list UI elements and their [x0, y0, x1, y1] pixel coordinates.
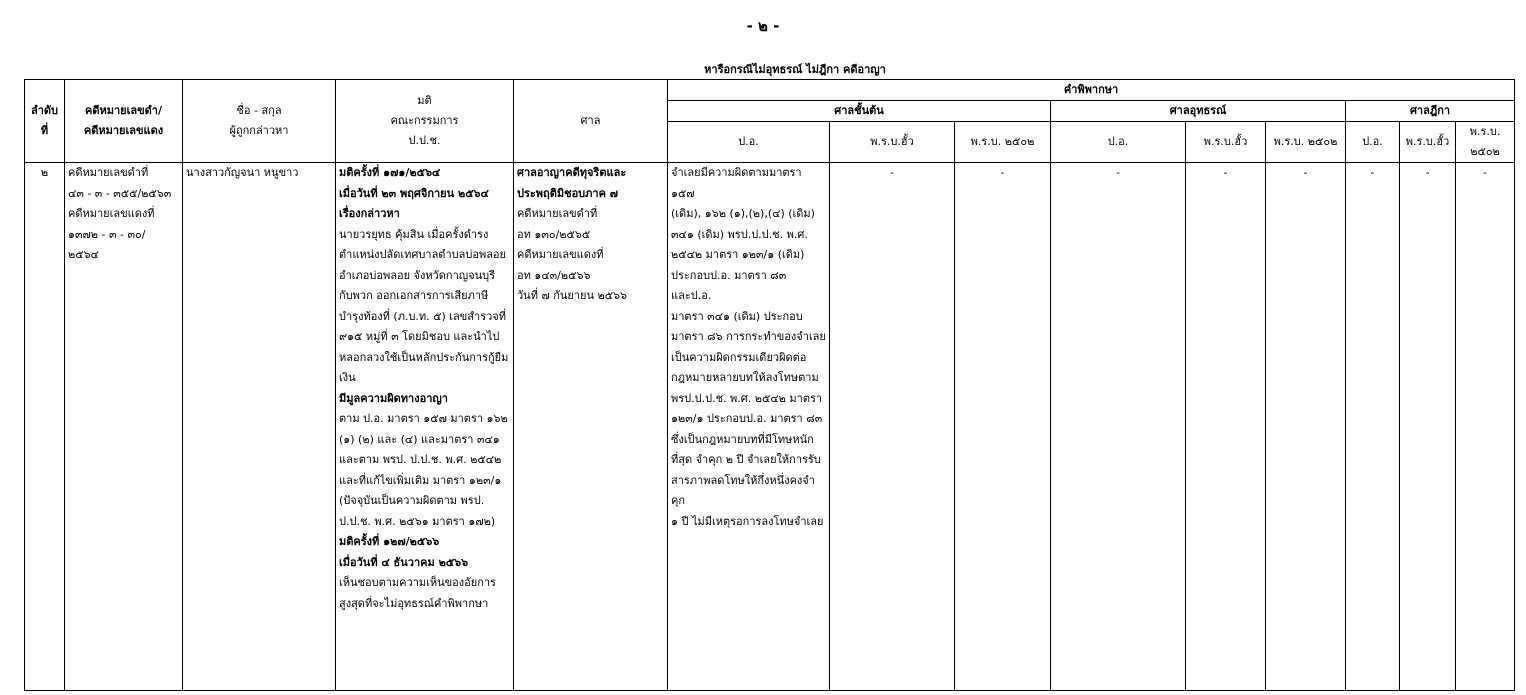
court-line: คดีหมายเลขดำที่ — [517, 207, 598, 220]
header-name: ชื่อ - สกุล ผู้ถูกกล่าวหา — [183, 80, 336, 163]
judgment-line: มาตรา ๘๖ การกระทำของจำเลย — [671, 330, 826, 343]
cell-case-numbers — [65, 163, 183, 691]
court-line: ประพฤติมิชอบภาค ๗ — [517, 186, 619, 200]
court-line: อท ๑๓๐/๒๕๖๕ — [517, 227, 591, 241]
case-number-line: ๒๕๖๔ — [68, 248, 99, 261]
case-number-line: คดีหมายเลขดำที่ — [68, 166, 149, 179]
cell-supreme-act-2502: - — [1456, 163, 1515, 691]
header-first-act-old: พ.ร.บ.ฮั้ว — [830, 122, 955, 163]
resolution-line: ป.ป.ช. พ.ศ. ๒๕๖๑ มาตรา ๑๗๒) — [339, 514, 496, 528]
resolution-line: ตาม ป.อ. มาตรา ๑๕๗ มาตรา ๑๖๒ — [339, 412, 508, 425]
judgment-line: สารภาพลดโทษให้กึ่งหนึ่งคงจำคุก — [671, 473, 815, 507]
header-supreme-act-2502: พ.ร.บ. ๒๕๐๒ — [1456, 122, 1515, 163]
resolution-line: อำเภอบ่อพลอย จังหวัดกาญจนบุรี — [339, 268, 495, 282]
resolution-line: (๑) (๒) และ (๔) และมาตรา ๓๔๑ — [339, 432, 500, 446]
header-supreme-act-old: พ.ร.บ.ฮั้ว — [1400, 122, 1456, 163]
header-first-criminal-code: ป.อ. — [668, 122, 830, 163]
case-number-line: คดีหมายเลขแดงที่ — [68, 207, 155, 220]
header-court-supreme: ศาลฎีกา — [1346, 101, 1515, 122]
resolution-line: ๙๑๕ หมู่ที่ ๓ โดยมิชอบ และนำไป — [339, 330, 500, 343]
cell-order: ๒ — [25, 163, 65, 691]
cell-supreme-act-old: - — [1400, 163, 1456, 691]
court-line: ศาลอาญาคดีทุจริตและ — [517, 166, 627, 179]
resolution-line: เมื่อวันที่ ๒๓ พฤศจิกายน ๒๕๖๔ — [339, 186, 489, 200]
resolution-line: สูงสุดที่จะไม่อุทธรณ์คำพิพากษา — [339, 596, 489, 610]
judgment-line: ๑ ปี ไม่มีเหตุรอการลงโทษจำเลย — [671, 514, 824, 528]
resolution-line: และที่แก้ไขเพิ่มเติม มาตรา ๑๒๓/๑ — [339, 473, 502, 487]
cell-appeal-act-old: - — [1186, 163, 1266, 691]
resolution-line: เงิน — [339, 371, 356, 384]
page-number: - ๒ - — [746, 17, 780, 35]
resolution-line: บำรุงท้องที่ (ภ.บ.ท. ๕) เลขสำรวจที่ — [339, 309, 506, 323]
cell-supreme-criminal-code: - — [1346, 163, 1400, 691]
resolution-line: มติครั้งที่ ๑๒๗/๒๕๖๖ — [339, 535, 440, 548]
header-resolution: มติ คณะกรรมการ ป.ป.ช. — [336, 80, 514, 163]
resolution-line: กับพวก ออกเอกสารการเสียภาษี — [339, 289, 489, 302]
judgment-line: ๑๒๓/๑ ประกอบป.อ. มาตรา ๘๓ — [671, 412, 823, 425]
header-judgment: คำพิพากษา — [668, 80, 1515, 101]
cell-court — [514, 163, 668, 691]
header-order: ลำดับ ที่ — [25, 80, 65, 163]
header-first-act-2502: พ.ร.บ. ๒๕๐๒ — [955, 122, 1051, 163]
cell-name: นางสาวกัญจนา หนูขาว — [183, 163, 336, 691]
cell-appeal-criminal-code: - — [1051, 163, 1186, 691]
court-line: อท ๑๔๓/๒๕๖๖ — [517, 268, 591, 282]
table-row — [25, 163, 1515, 691]
judgment-line: ซึ่งเป็นกฎหมายบทที่มีโทษหนัก — [671, 432, 814, 446]
resolution-line: มีมูลความผิดทางอาญา — [339, 391, 448, 405]
judgment-line: ประกอบป.อ. มาตรา ๘๓ และป.อ. — [671, 268, 787, 302]
resolution-line: หลอกลวงใช้เป็นหลักประกันการกู้ยืม — [339, 350, 509, 364]
case-number-line: ๑๓๗๒ - ๓ - ๓๐/ — [68, 227, 146, 241]
header-court-first: ศาลชั้นต้น — [668, 101, 1051, 122]
header-court-appeal: ศาลอุทธรณ์ — [1051, 101, 1346, 122]
resolution-line: นายวรยุทธ คุ้มสิน เมื่อครั้งดำรง — [339, 227, 489, 241]
cell-appeal-act-2502: - — [1266, 163, 1346, 691]
resolution-line: เห็นชอบตามความเห็นของอัยการ — [339, 576, 496, 589]
header-appeal-act-2502: พ.ร.บ. ๒๕๐๒ — [1266, 122, 1346, 163]
resolution-line: (ปัจจุบันเป็นความผิดตาม พรป. — [339, 494, 485, 507]
judgment-line: จำเลยมีความผิดตามมาตรา ๑๕๗ — [671, 166, 802, 200]
court-line: วันที่ ๗ กันยายน ๒๕๖๖ — [517, 289, 628, 302]
judgment-line: มาตรา ๓๔๑ (เดิม) ประกอบ — [671, 309, 803, 323]
header-appeal-criminal-code: ป.อ. — [1051, 122, 1186, 163]
resolution-line: เรื่องกล่าวหา — [339, 207, 400, 220]
header-case-numbers: คดีหมายเลขดำ/ คดีหมายเลขแดง — [65, 80, 183, 163]
resolution-line: เมื่อวันที่ ๔ ธันวาคม ๒๕๖๖ — [339, 555, 469, 569]
judgment-line: ๓๔๑ (เดิม) พรป.ป.ป.ช. พ.ศ. — [671, 227, 808, 241]
cell-first-criminal-code — [668, 163, 830, 691]
judgment-line: พรป.ป.ป.ช. พ.ศ. ๒๕๔๒ มาตรา — [671, 391, 823, 405]
cell-resolution — [336, 163, 514, 691]
judgment-line: กฎหมายหลายบทให้ลงโทษตาม — [671, 371, 819, 384]
resolution-line: ตำแหน่งปลัดเทศบาลตำบลบ่อพลอย — [339, 248, 506, 261]
resolution-line: และตาม พรป. ป.ป.ช. พ.ศ. ๒๕๔๒ — [339, 453, 502, 466]
cell-first-act-old: - — [830, 163, 955, 691]
document-title: หารือกรณีไม่อุทธรณ์ ไม่ฎีกา คดีอาญา — [704, 63, 886, 76]
judgment-line: ๒๕๔๒ มาตรา ๑๒๓/๑ (เดิม) — [671, 248, 805, 261]
case-number-line: ๔๓ - ๓ - ๓๕๕/๒๕๖๓ — [68, 186, 172, 200]
header-supreme-criminal-code: ป.อ. — [1346, 122, 1400, 163]
judgment-line: (เดิม), ๑๖๒ (๑),(๒),(๔) (เดิม) — [671, 207, 815, 220]
judgment-line: ที่สุด จำคุก ๒ ปี จำเลยให้การรับ — [671, 453, 821, 466]
resolution-line: มติครั้งที่ ๑๗๑/๒๕๖๔ — [339, 166, 441, 179]
court-line: คดีหมายเลขแดงที่ — [517, 248, 604, 261]
judgment-line: เป็นความผิดกรรมเดียวผิดต่อ — [671, 350, 807, 364]
header-court: ศาล — [514, 80, 668, 163]
judgment-table — [24, 79, 1515, 691]
header-appeal-act-old: พ.ร.บ.ฮั้ว — [1186, 122, 1266, 163]
cell-first-act-2502: - — [955, 163, 1051, 691]
